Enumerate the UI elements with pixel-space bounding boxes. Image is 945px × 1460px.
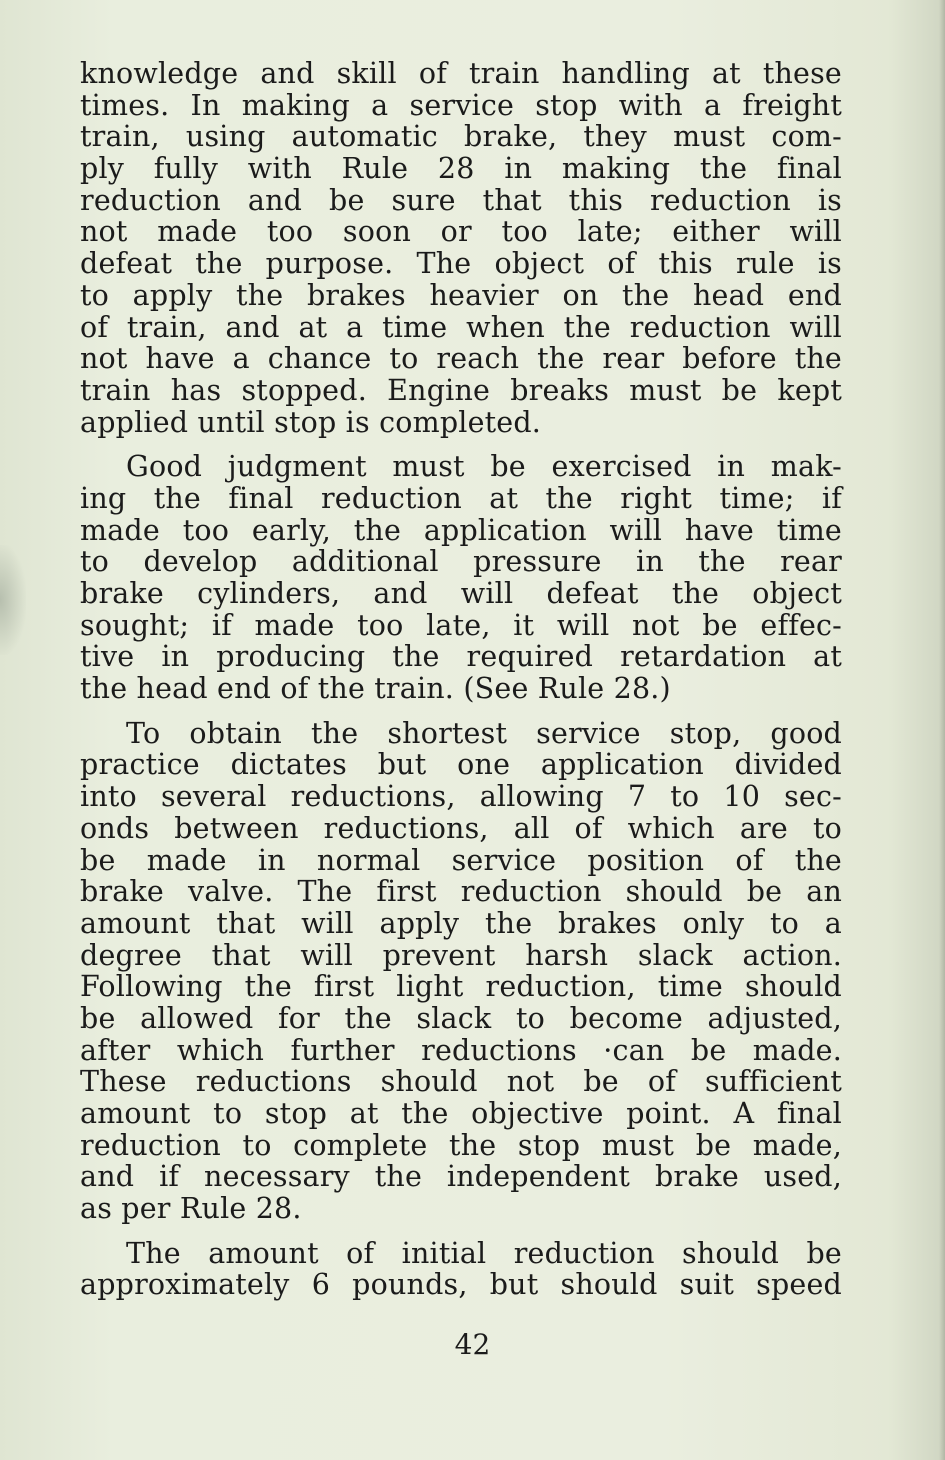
text-line: These reductions should not be of sufficient bbox=[80, 1065, 842, 1099]
text-line: train has stopped. Engine breaks must be kept bbox=[80, 373, 842, 407]
text-line: as per Rule 28. bbox=[80, 1192, 302, 1226]
text-line: be allowed for the slack to become adjusted, bbox=[80, 1001, 842, 1035]
text-line: of train, and at a time when the reduction will bbox=[80, 310, 842, 344]
text-line: train, using automatic brake, they must com- bbox=[80, 120, 842, 154]
text-line: applied until stop is completed. bbox=[80, 405, 542, 439]
paragraph-2 bbox=[80, 451, 842, 705]
paragraph-1 bbox=[80, 58, 842, 438]
paper-smudge bbox=[0, 545, 26, 655]
text-line: brake valve. The first reduction should be an bbox=[80, 875, 842, 909]
text-line: sought; if made too late, it will not be effec- bbox=[80, 608, 842, 642]
text-line: the head end of the train. (See Rule 28.) bbox=[80, 672, 671, 706]
paragraph-4 bbox=[80, 1238, 842, 1301]
text-line: approximately 6 pounds, but should suit speed bbox=[80, 1268, 842, 1302]
text-line: after which further reductions ·can be made. bbox=[80, 1033, 842, 1067]
text-line: Good judgment must be exercised in mak- bbox=[126, 450, 842, 484]
text-line: amount that will apply the brakes only to a bbox=[80, 906, 842, 940]
text-line: ply fully with Rule 28 in making the final bbox=[80, 152, 842, 186]
text-line: brake cylinders, and will defeat the object bbox=[80, 577, 842, 610]
paragraph-3 bbox=[80, 718, 842, 1225]
page-number: 42 bbox=[454, 1328, 491, 1361]
text-line: times. In making a service stop with a freight bbox=[80, 88, 842, 122]
body-text bbox=[80, 58, 842, 1314]
text-line: To obtain the shortest service stop, good bbox=[126, 716, 842, 750]
text-line: Following the first light reduction, time should bbox=[80, 970, 842, 1004]
text-line: not have a chance to reach the rear before the bbox=[80, 342, 842, 376]
text-line: onds between reductions, all of which are to bbox=[80, 811, 842, 845]
text-line: and if necessary the independent brake used, bbox=[80, 1160, 842, 1194]
text-line: be made in normal service position of the bbox=[80, 843, 842, 877]
text-line: amount to stop at the objective point. A final bbox=[80, 1097, 842, 1130]
text-line: degree that will prevent harsh slack action. bbox=[80, 938, 842, 972]
text-line: practice dictates but one application divided bbox=[80, 748, 842, 782]
text-line: into several reductions, allowing 7 to 10 sec- bbox=[80, 780, 842, 814]
text-line: to apply the brakes heavier on the head end bbox=[80, 278, 842, 312]
text-line: knowledge and skill of train handling at these bbox=[80, 57, 842, 90]
text-line: The amount of initial reduction should be bbox=[126, 1236, 842, 1270]
page-edge-shadow bbox=[939, 0, 945, 1460]
text-line: reduction to complete the stop must be made, bbox=[80, 1128, 842, 1162]
text-line: made too early, the application will have time bbox=[80, 513, 842, 547]
text-line: not made too soon or too late; either will bbox=[80, 215, 842, 249]
text-line: ing the final reduction at the right time; if bbox=[80, 481, 842, 515]
text-line: to develop additional pressure in the rear bbox=[80, 545, 842, 579]
text-line: reduction and be sure that this reduction is bbox=[80, 183, 842, 217]
text-line: defeat the purpose. The object of this rule is bbox=[80, 247, 842, 281]
text-line: tive in producing the required retardation at bbox=[80, 640, 842, 674]
